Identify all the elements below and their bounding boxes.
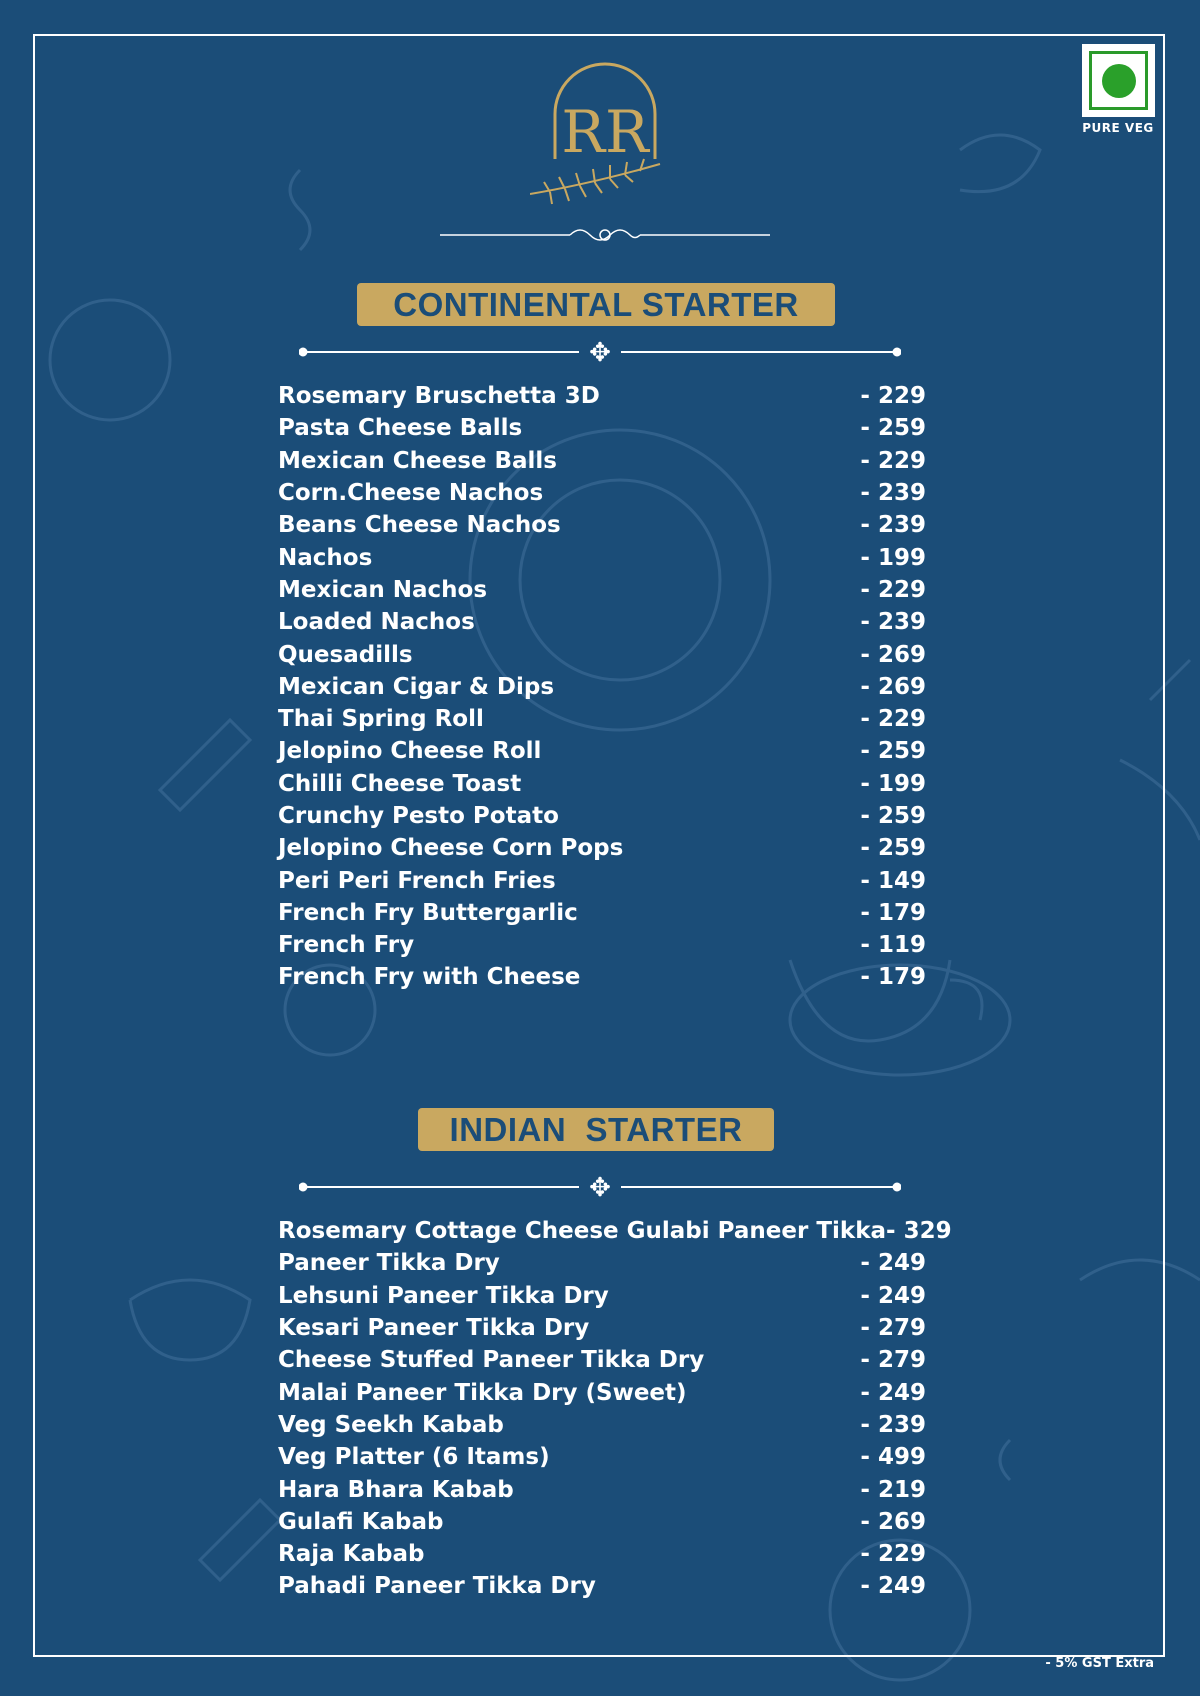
svg-text:✥: ✥ bbox=[589, 338, 611, 367]
menu-item-name: Crunchy Pesto Potato bbox=[278, 803, 559, 829]
menu-item-name: Lehsuni Paneer Tikka Dry bbox=[278, 1282, 609, 1309]
menu-item-price: - 199 bbox=[860, 770, 926, 797]
section-divider bbox=[299, 337, 901, 367]
menu-item-name: Corn.Cheese Nachos bbox=[278, 480, 544, 507]
menu-item-price: - 179 bbox=[860, 899, 926, 926]
menu-item-price: - 239 bbox=[860, 480, 926, 507]
menu-item bbox=[278, 800, 926, 832]
menu-item-price: - 259 bbox=[860, 835, 926, 862]
menu-item-name: Mexican Cheese Balls bbox=[278, 447, 557, 474]
menu-item bbox=[278, 1280, 926, 1312]
menu-item-price: - 249 bbox=[860, 1282, 926, 1309]
menu-item bbox=[278, 768, 926, 800]
menu-item-price: - 259 bbox=[860, 415, 926, 442]
menu-item-price: - 229 bbox=[860, 706, 926, 733]
menu-item-name: Peri Peri French Fries bbox=[278, 867, 556, 894]
menu-item-price: - 239 bbox=[860, 512, 926, 539]
menu-item-price: - 199 bbox=[860, 544, 926, 571]
menu-item bbox=[278, 477, 926, 509]
gst-note: - 5% GST Extra bbox=[1045, 1656, 1154, 1671]
menu-item-price: - 229 bbox=[860, 1541, 926, 1568]
continental-starter-list bbox=[278, 380, 926, 994]
menu-item bbox=[278, 1473, 926, 1505]
menu-item-name: Beans Cheese Nachos bbox=[278, 512, 561, 539]
menu-item-price: - 279 bbox=[860, 1315, 926, 1342]
menu-item bbox=[278, 1441, 926, 1473]
menu-item bbox=[278, 574, 926, 606]
menu-item-name: Rosemary Bruschetta 3D bbox=[278, 383, 600, 410]
menu-item-price: - 229 bbox=[860, 576, 926, 603]
menu-item-name: Veg Seekh Kabab bbox=[278, 1411, 504, 1438]
menu-item-price: - 499 bbox=[860, 1444, 926, 1471]
menu-item bbox=[278, 412, 926, 444]
menu-item bbox=[278, 541, 926, 573]
menu-item bbox=[278, 671, 926, 703]
menu-item-name: Loaded Nachos bbox=[278, 609, 475, 636]
menu-item bbox=[278, 1344, 926, 1376]
menu-item bbox=[278, 1247, 926, 1279]
menu-item-name: Kesari Paneer Tikka Dry bbox=[278, 1315, 590, 1342]
menu-item-name: French Fry with Cheese bbox=[278, 964, 581, 991]
veg-symbol bbox=[1089, 51, 1148, 110]
menu-item bbox=[278, 445, 926, 477]
menu-item-name: Nachos bbox=[278, 544, 373, 571]
menu-item bbox=[278, 380, 926, 412]
svg-text:✥: ✥ bbox=[589, 1173, 611, 1202]
menu-item-name: French Fry Buttergarlic bbox=[278, 899, 578, 926]
menu-item bbox=[278, 1215, 952, 1247]
menu-item-name: Mexican Nachos bbox=[278, 576, 488, 603]
menu-item bbox=[278, 832, 926, 864]
menu-item bbox=[278, 735, 926, 767]
menu-item-price: - 239 bbox=[860, 609, 926, 636]
menu-item-price: - 239 bbox=[860, 1411, 926, 1438]
menu-item-name: Jelopino Cheese Corn Pops bbox=[278, 835, 624, 862]
menu-item bbox=[278, 606, 926, 638]
logo-monogram: RR bbox=[561, 98, 649, 166]
restaurant-logo-icon bbox=[530, 44, 680, 214]
menu-item-name: Veg Platter (6 Itams) bbox=[278, 1444, 550, 1471]
menu-item-name: French Fry bbox=[278, 932, 415, 959]
menu-item-price: - 259 bbox=[860, 803, 926, 829]
menu-item bbox=[278, 961, 926, 993]
menu-item-name: Raja Kabab bbox=[278, 1541, 425, 1568]
pure-veg-icon bbox=[1082, 44, 1155, 117]
menu-item-name: Mexican Cigar & Dips bbox=[278, 673, 555, 700]
menu-item bbox=[278, 1312, 926, 1344]
menu-item bbox=[278, 864, 926, 896]
menu-item-name: Paneer Tikka Dry bbox=[278, 1250, 500, 1277]
menu-item-name: Hara Bhara Kabab bbox=[278, 1476, 514, 1503]
menu-item-name: Chilli Cheese Toast bbox=[278, 770, 522, 797]
menu-item-name: Cheese Stuffed Paneer Tikka Dry bbox=[278, 1347, 705, 1374]
menu-item bbox=[278, 1538, 926, 1570]
menu-item bbox=[278, 509, 926, 541]
menu-item-name: Rosemary Cottage Cheese Gulabi Paneer Tikka bbox=[278, 1218, 887, 1245]
menu-item bbox=[278, 1376, 926, 1408]
pure-veg-label: PURE VEG bbox=[1082, 121, 1154, 135]
menu-item bbox=[278, 703, 926, 735]
menu-item-price: - 219 bbox=[860, 1476, 926, 1503]
menu-item-price: - 249 bbox=[860, 1573, 926, 1600]
menu-item-name: Pasta Cheese Balls bbox=[278, 415, 523, 442]
menu-item-price: - 149 bbox=[860, 867, 926, 894]
menu-item-price: - 269 bbox=[860, 641, 926, 668]
menu-item-price: - 249 bbox=[860, 1250, 926, 1277]
menu-item bbox=[278, 897, 926, 929]
menu-item-price: - 179 bbox=[860, 964, 926, 991]
section-divider bbox=[299, 1172, 901, 1202]
menu-item-name: Quesadills bbox=[278, 641, 413, 668]
menu-item-name: Malai Paneer Tikka Dry (Sweet) bbox=[278, 1379, 687, 1406]
menu-item-name: Thai Spring Roll bbox=[278, 706, 484, 733]
veg-dot bbox=[1102, 64, 1136, 98]
section-title-continental-starter: CONTINENTAL STARTER bbox=[357, 283, 835, 326]
menu-item bbox=[278, 638, 926, 670]
menu-item bbox=[278, 1570, 926, 1602]
indian-starter-list bbox=[278, 1215, 952, 1603]
menu-item-price: - 329 bbox=[886, 1218, 952, 1245]
ornament-divider bbox=[440, 220, 770, 250]
menu-item-price: - 259 bbox=[860, 738, 926, 765]
section-title-indian-starter: INDIAN STARTER bbox=[418, 1108, 774, 1151]
menu-item bbox=[278, 929, 926, 961]
menu-item-price: - 269 bbox=[860, 673, 926, 700]
menu-item-price: - 249 bbox=[860, 1379, 926, 1406]
menu-item-name: Jelopino Cheese Roll bbox=[278, 738, 542, 765]
menu-item-price: - 269 bbox=[860, 1508, 926, 1535]
menu-item-price: - 119 bbox=[860, 932, 926, 959]
menu-item-name: Pahadi Paneer Tikka Dry bbox=[278, 1573, 596, 1600]
menu-item-name: Gulafi Kabab bbox=[278, 1508, 444, 1535]
menu-item-price: - 229 bbox=[860, 447, 926, 474]
menu-item bbox=[278, 1506, 926, 1538]
menu-item-price: - 229 bbox=[860, 383, 926, 410]
menu-item-price: - 279 bbox=[860, 1347, 926, 1374]
menu-item bbox=[278, 1409, 926, 1441]
